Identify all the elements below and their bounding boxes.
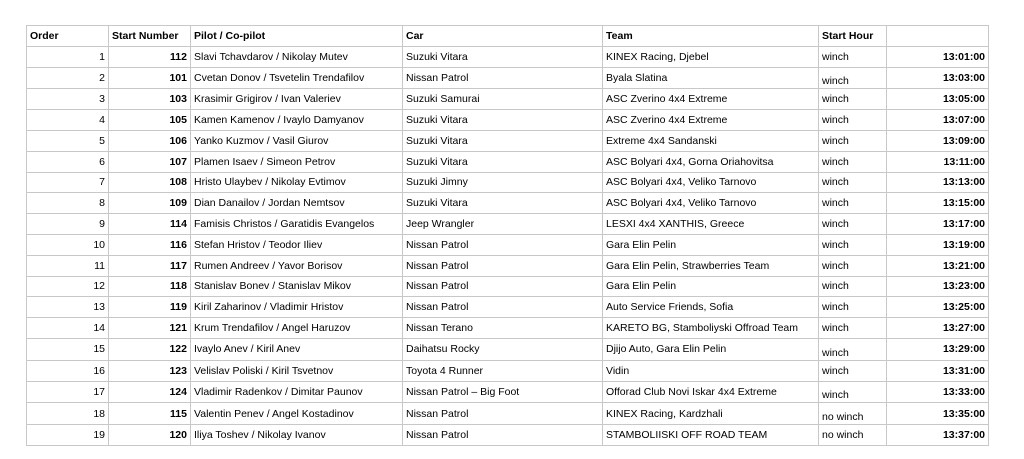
table-row (27, 255, 989, 276)
team-cell[interactable]: Gara Elin Pelin, Strawberries Team (603, 255, 819, 276)
team-cell[interactable]: Offorad Club Novi Iskar 4x4 Extreme (603, 381, 819, 403)
table-row (27, 297, 989, 318)
car-cell[interactable]: Suzuki Vitara (403, 110, 603, 131)
table-row (27, 403, 989, 425)
header-blank[interactable] (887, 26, 989, 47)
header-row (27, 26, 989, 47)
winch-cell[interactable]: winch (819, 110, 887, 131)
pilot-cell[interactable]: Kamen Kamenov / Ivaylo Damyanov (191, 110, 403, 131)
order-cell[interactable]: 4 (27, 110, 109, 131)
start-hour-cell[interactable]: 13:09:00 (887, 130, 989, 151)
start-number-cell[interactable]: 124 (109, 381, 191, 403)
car-cell[interactable]: Nissan Patrol (403, 297, 603, 318)
header-order[interactable]: Order (27, 26, 109, 47)
team-cell[interactable]: ASC Bolyari 4x4, Gorna Oriahovitsa (603, 151, 819, 172)
start-hour-cell[interactable]: 13:01:00 (887, 46, 989, 67)
team-cell[interactable]: Auto Service Friends, Sofia (603, 297, 819, 318)
car-cell[interactable]: Suzuki Jimny (403, 172, 603, 193)
table-row (27, 276, 989, 297)
winch-cell[interactable]: winch (819, 214, 887, 235)
order-cell[interactable]: 10 (27, 234, 109, 255)
order-cell[interactable]: 8 (27, 193, 109, 214)
table-row (27, 234, 989, 255)
start-hour-cell[interactable]: 13:27:00 (887, 318, 989, 339)
start-number-cell[interactable]: 121 (109, 318, 191, 339)
start-hour-cell[interactable]: 13:05:00 (887, 89, 989, 110)
winch-cell[interactable]: winch (819, 130, 887, 151)
table-row (27, 425, 989, 446)
order-cell[interactable]: 17 (27, 381, 109, 403)
start-hour-cell[interactable]: 13:19:00 (887, 234, 989, 255)
start-number-cell[interactable]: 103 (109, 89, 191, 110)
order-cell[interactable]: 6 (27, 151, 109, 172)
car-cell[interactable]: Nissan Patrol (403, 234, 603, 255)
pilot-cell[interactable]: Valentin Penev / Angel Kostadinov (191, 403, 403, 425)
start-hour-cell[interactable]: 13:11:00 (887, 151, 989, 172)
team-cell[interactable]: ASC Zverino 4x4 Extreme (603, 110, 819, 131)
header-team[interactable]: Team (603, 26, 819, 47)
car-cell[interactable]: Nissan Patrol (403, 276, 603, 297)
team-cell[interactable]: LESXI 4x4 XANTHIS, Greece (603, 214, 819, 235)
pilot-cell[interactable]: Krum Trendafilov / Angel Haruzov (191, 318, 403, 339)
pilot-cell[interactable]: Kiril Zaharinov / Vladimir Hristov (191, 297, 403, 318)
car-cell[interactable]: Suzuki Vitara (403, 130, 603, 151)
start-number-cell[interactable]: 114 (109, 214, 191, 235)
start-number-cell[interactable]: 117 (109, 255, 191, 276)
team-cell[interactable]: ASC Zverino 4x4 Extreme (603, 89, 819, 110)
pilot-cell[interactable]: Rumen Andreev / Yavor Borisov (191, 255, 403, 276)
winch-cell[interactable]: winch (819, 46, 887, 67)
winch-cell[interactable]: winch (819, 172, 887, 193)
winch-cell[interactable]: winch (819, 193, 887, 214)
car-cell[interactable]: Jeep Wrangler (403, 214, 603, 235)
start-hour-cell[interactable]: 13:31:00 (887, 360, 989, 381)
car-cell[interactable]: Suzuki Vitara (403, 46, 603, 67)
winch-cell[interactable]: winch (819, 381, 887, 403)
car-cell[interactable]: Daihatsu Rocky (403, 338, 603, 360)
order-cell[interactable]: 19 (27, 425, 109, 446)
car-cell[interactable]: Nissan Patrol (403, 67, 603, 89)
team-cell[interactable]: Byala Slatina (603, 67, 819, 89)
team-cell[interactable]: Extreme 4x4 Sandanski (603, 130, 819, 151)
team-cell[interactable]: Gara Elin Pelin (603, 276, 819, 297)
order-cell[interactable]: 5 (27, 130, 109, 151)
start-list-table (26, 25, 989, 446)
car-cell[interactable]: Suzuki Vitara (403, 151, 603, 172)
start-hour-cell[interactable]: 13:37:00 (887, 425, 989, 446)
table-row (27, 360, 989, 381)
team-cell[interactable]: Djijo Auto, Gara Elin Pelin (603, 338, 819, 360)
pilot-cell[interactable]: Iliya Toshev / Nikolay Ivanov (191, 425, 403, 446)
order-cell[interactable]: 3 (27, 89, 109, 110)
winch-cell[interactable]: no winch (819, 403, 887, 425)
start-number-cell[interactable]: 115 (109, 403, 191, 425)
start-number-cell[interactable]: 118 (109, 276, 191, 297)
car-cell[interactable]: Suzuki Vitara (403, 193, 603, 214)
pilot-cell[interactable]: Plamen Isaev / Simeon Petrov (191, 151, 403, 172)
start-hour-cell[interactable]: 13:29:00 (887, 338, 989, 360)
start-number-cell[interactable]: 119 (109, 297, 191, 318)
pilot-cell[interactable]: Cvetan Donov / Tsvetelin Trendafilov (191, 67, 403, 89)
table-row (27, 89, 989, 110)
start-number-cell[interactable]: 116 (109, 234, 191, 255)
order-cell[interactable]: 11 (27, 255, 109, 276)
order-cell[interactable]: 9 (27, 214, 109, 235)
pilot-cell[interactable]: Vladimir Radenkov / Dimitar Paunov (191, 381, 403, 403)
car-cell[interactable]: Toyota 4 Runner (403, 360, 603, 381)
car-cell[interactable]: Suzuki Samurai (403, 89, 603, 110)
table-row (27, 338, 989, 360)
order-cell[interactable]: 7 (27, 172, 109, 193)
car-cell[interactable]: Nissan Patrol (403, 403, 603, 425)
winch-cell[interactable]: no winch (819, 425, 887, 446)
table-row (27, 381, 989, 403)
team-cell[interactable]: STAMBOLIISKI OFF ROAD TEAM (603, 425, 819, 446)
winch-cell[interactable]: winch (819, 255, 887, 276)
order-cell[interactable]: 1 (27, 46, 109, 67)
table-row (27, 214, 989, 235)
table-row (27, 318, 989, 339)
team-cell[interactable]: ASC Bolyari 4x4, Veliko Tarnovo (603, 193, 819, 214)
pilot-cell[interactable]: Velislav Poliski / Kiril Tsvetnov (191, 360, 403, 381)
team-cell[interactable]: Gara Elin Pelin (603, 234, 819, 255)
start-hour-cell[interactable]: 13:35:00 (887, 403, 989, 425)
header-car[interactable]: Car (403, 26, 603, 47)
table-row (27, 193, 989, 214)
table-row (27, 172, 989, 193)
winch-cell[interactable]: winch (819, 234, 887, 255)
order-cell[interactable]: 2 (27, 67, 109, 89)
start-hour-cell[interactable]: 13:15:00 (887, 193, 989, 214)
start-hour-cell[interactable]: 13:07:00 (887, 110, 989, 131)
winch-cell[interactable]: winch (819, 276, 887, 297)
start-hour-cell[interactable]: 13:13:00 (887, 172, 989, 193)
table-row (27, 130, 989, 151)
start-hour-cell[interactable]: 13:03:00 (887, 67, 989, 89)
winch-cell[interactable]: winch (819, 338, 887, 360)
header-pilot[interactable]: Pilot / Co-pilot (191, 26, 403, 47)
winch-cell[interactable]: winch (819, 318, 887, 339)
start-hour-cell[interactable]: 13:33:00 (887, 381, 989, 403)
pilot-cell[interactable]: Yanko Kuzmov / Vasil Giurov (191, 130, 403, 151)
start-number-cell[interactable]: 109 (109, 193, 191, 214)
winch-cell[interactable]: winch (819, 67, 887, 89)
table-row (27, 67, 989, 89)
winch-cell[interactable]: winch (819, 151, 887, 172)
team-cell[interactable]: KINEX Racing, Djebel (603, 46, 819, 67)
start-hour-cell[interactable]: 13:17:00 (887, 214, 989, 235)
order-cell[interactable]: 13 (27, 297, 109, 318)
table-row (27, 151, 989, 172)
pilot-cell[interactable]: Famisis Christos / Garatidis Evangelos (191, 214, 403, 235)
table-row (27, 110, 989, 131)
order-cell[interactable]: 16 (27, 360, 109, 381)
pilot-cell[interactable]: Stefan Hristov / Teodor Iliev (191, 234, 403, 255)
team-cell[interactable]: KARETO BG, Stamboliyski Offroad Team (603, 318, 819, 339)
pilot-cell[interactable]: Dian Danailov / Jordan Nemtsov (191, 193, 403, 214)
table-row (27, 46, 989, 67)
team-cell[interactable]: KINEX Racing, Kardzhali (603, 403, 819, 425)
start-number-cell[interactable]: 123 (109, 360, 191, 381)
start-number-cell[interactable]: 101 (109, 67, 191, 89)
pilot-cell[interactable]: Ivaylo Anev / Kiril Anev (191, 338, 403, 360)
order-cell[interactable]: 15 (27, 338, 109, 360)
order-cell[interactable]: 18 (27, 403, 109, 425)
car-cell[interactable]: Nissan Patrol (403, 425, 603, 446)
pilot-cell[interactable]: Stanislav Bonev / Stanislav Mikov (191, 276, 403, 297)
car-cell[interactable]: Nissan Terano (403, 318, 603, 339)
order-cell[interactable]: 14 (27, 318, 109, 339)
start-hour-cell[interactable]: 13:23:00 (887, 276, 989, 297)
winch-cell[interactable]: winch (819, 89, 887, 110)
car-cell[interactable]: Nissan Patrol – Big Foot (403, 381, 603, 403)
start-number-cell[interactable]: 108 (109, 172, 191, 193)
winch-cell[interactable]: winch (819, 360, 887, 381)
start-number-cell[interactable]: 122 (109, 338, 191, 360)
start-number-cell[interactable]: 105 (109, 110, 191, 131)
order-cell[interactable]: 12 (27, 276, 109, 297)
start-number-cell[interactable]: 106 (109, 130, 191, 151)
team-cell[interactable]: ASC Bolyari 4x4, Veliko Tarnovo (603, 172, 819, 193)
winch-cell[interactable]: winch (819, 297, 887, 318)
start-number-cell[interactable]: 112 (109, 46, 191, 67)
header-start-number[interactable]: Start Number (109, 26, 191, 47)
start-list-sheet (26, 25, 989, 446)
start-number-cell[interactable]: 107 (109, 151, 191, 172)
start-hour-cell[interactable]: 13:21:00 (887, 255, 989, 276)
header-start-hour[interactable]: Start Hour (819, 26, 887, 47)
start-hour-cell[interactable]: 13:25:00 (887, 297, 989, 318)
pilot-cell[interactable]: Krasimir Grigirov / Ivan Valeriev (191, 89, 403, 110)
pilot-cell[interactable]: Slavi Tchavdarov / Nikolay Mutev (191, 46, 403, 67)
car-cell[interactable]: Nissan Patrol (403, 255, 603, 276)
start-number-cell[interactable]: 120 (109, 425, 191, 446)
team-cell[interactable]: Vidin (603, 360, 819, 381)
pilot-cell[interactable]: Hristo Ulaybev / Nikolay Evtimov (191, 172, 403, 193)
